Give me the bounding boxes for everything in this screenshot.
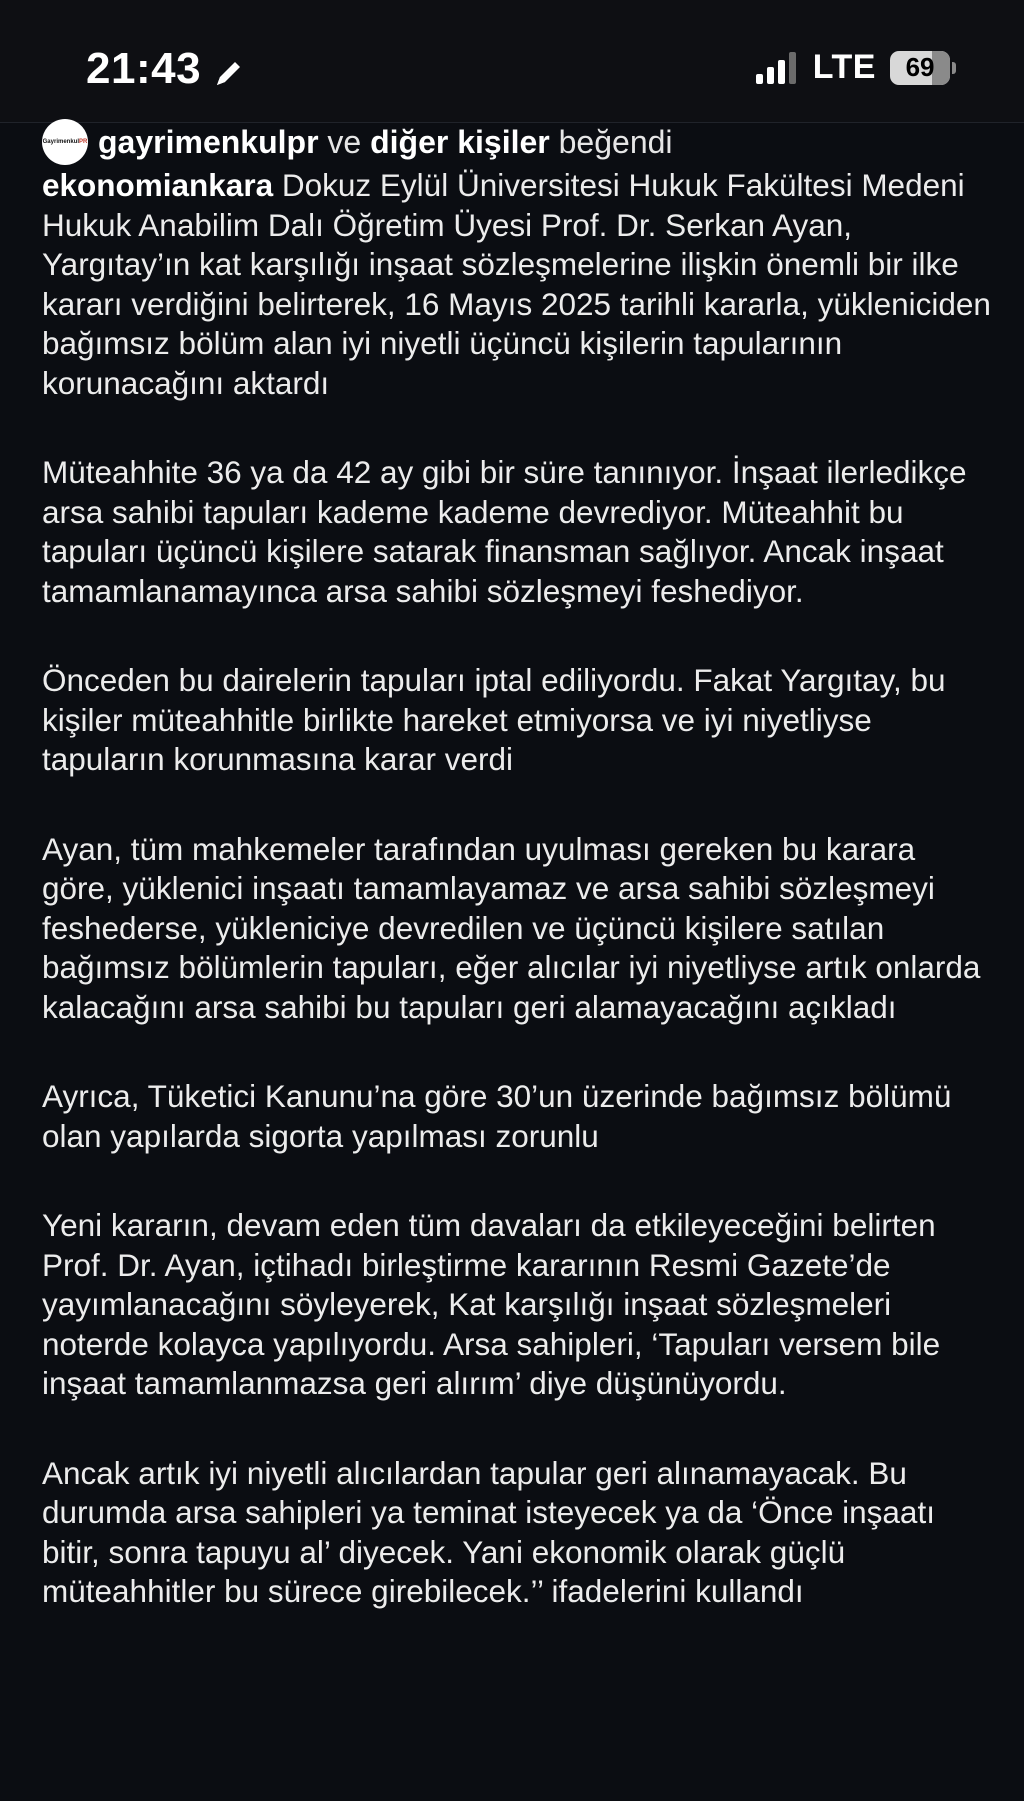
avatar-logo: GayrimenkulPR (42, 139, 88, 145)
battery-icon (890, 50, 956, 86)
likes-row[interactable] (42, 118, 992, 166)
likes-action: beğendi (558, 124, 673, 160)
network-type: LTE (812, 48, 876, 86)
signal-icon (755, 50, 799, 86)
status-indicators (755, 48, 956, 87)
caption-text: Dokuz Eylül Üniversitesi Hukuk Fakültesi Medeni Hukuk Anabilim Dalı Öğretim Üyesi Prof. Dr. Serkan Ayan, Yargıtay’ın kat karşılığı inşaat sözleşmelerine ilişkin önemli bir ilke kararı verdiğini belirterek, 16 Mayıs 2025 tarihli kararla, yükleniciden bağımsız bölüm alan iyi niyetli üçüncü kişilerin tapularının korunacağını aktardı (42, 167, 991, 401)
paragraph-2: Önceden bu dairelerin tapuları iptal ediliyordu. Fakat Yargıtay, bu kişiler müteahhitle birlikte hareket etmiyorsa ve iyi niyetliyse tapuların korunmasına karar verdi (42, 662, 946, 777)
pencil-icon (211, 52, 245, 86)
battery-body (890, 51, 950, 85)
status-bar (0, 0, 1024, 123)
paragraph-6: Ancak artık iyi niyetli alıcılardan tapular geri alınamayacak. Bu durumda arsa sahipleri ya teminat isteyecek ya da ‘Önce inşaatı bitir, sonra tapuyu al’ diyecek. Yani ekonomik olarak güçlü müteahhitler bu sürece girebilecek.’’ ifadelerini kullandı (42, 1454, 935, 1609)
battery-tip (952, 62, 956, 74)
post-author[interactable]: ekonomiankara (42, 167, 274, 203)
avatar[interactable] (42, 119, 88, 165)
battery-level-text: 69 (905, 52, 935, 82)
paragraph-3: Ayan, tüm mahkemeler tarafından uyulması gereken bu karara göre, yüklenici inşaatı tamamlayamaz ve arsa sahibi sözleşmeyi feshederse, yükleniciye devredilen ve üçüncü kişilere satılan bağımsız bölümlerin tapuları, eğer alıcılar iyi niyetliyse artık onlarda kalacağını arsa sahibi bu tapuları geri alamayacağını açıkladı (42, 830, 981, 1025)
post-caption (42, 166, 992, 403)
paragraph-1: Müteahhite 36 ya da 42 ay gibi bir süre tanınıyor. İnşaat ilerledikçe arsa sahibi tapuları kademe kademe devrediyor. Müteahhit bu tapuları üçüncü kişilere satarak finansman sağlıyor. Ancak inşaat tamamlanamayınca arsa sahibi sözleşmeyi feshediyor. (42, 454, 967, 609)
other-likers-link[interactable]: diğer kişiler (370, 124, 550, 160)
paragraph-5: Yeni kararın, devam eden tüm davaları da etkileyeceğini belirten Prof. Dr. Ayan, içtihadı birleştirme kararının Resmi Gazete’de yayımlanacağını söyleyerek, Kat karşılığı inşaat sözleşmeleri noterde kolayca yapılıyordu. Arsa sahipleri, ‘Tapuları versem bile inşaat tamamlanmazsa geri alırım’ diye düşünüyordu. (42, 1207, 941, 1401)
paragraph-4: Ayrıca, Tüketici Kanunu’na göre 30’un üzerinde bağımsız bölümü olan yapılarda sigorta yapılması zorunlu (42, 1078, 952, 1154)
liker-username[interactable]: gayrimenkulpr (98, 124, 319, 160)
likes-connector: ve (327, 124, 362, 160)
post-content (42, 118, 992, 1612)
status-time (86, 44, 245, 94)
clock-text: 21:43 (86, 44, 202, 93)
